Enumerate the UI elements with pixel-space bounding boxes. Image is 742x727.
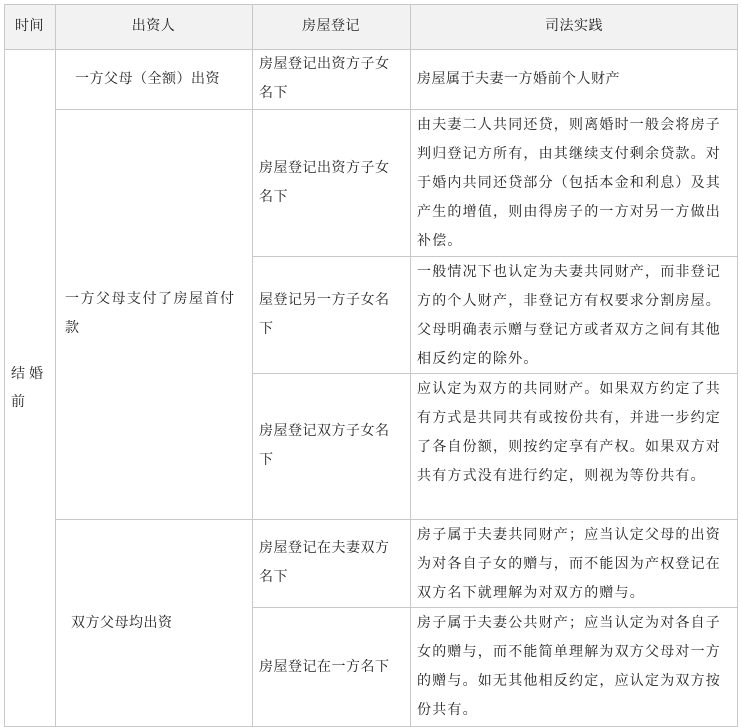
- header-registration: 房屋登记: [252, 4, 410, 49]
- registration-cell: 房屋登记双方子女名下: [259, 423, 390, 468]
- grid-line: [4, 4, 5, 727]
- header-investor: 出资人: [55, 4, 252, 49]
- property-table: [4, 4, 738, 727]
- investor-cell-1: 一方父母（全额）出资: [75, 70, 220, 87]
- grid-line: [252, 607, 738, 608]
- practice-cell: 一般情况下也认定为夫妻共同财产，而非登记方的个人财产，非登记方有权要求分割房屋。父母明确表示赠与登记方或者双方之间有其他相反约定的除外。: [417, 264, 721, 367]
- header-practice: 司法实践: [410, 4, 738, 49]
- grid-line: [4, 49, 738, 50]
- registration-cell: 房屋登记在夫妻双方名下: [259, 540, 390, 585]
- grid-line: [252, 4, 253, 727]
- practice-cell: 房子属于夫妻共同财产；应当认定父母的出资为对各自子女的赠与，而不能因为产权登记在双方名下就理解为对双方的赠与。: [417, 527, 721, 601]
- header-time: 时间: [4, 4, 55, 49]
- practice-cell: 由夫妻二人共同还贷，则离婚时一般会将房子判归登记方所有，由其继续支付剩余贷款。对于婚内共同还贷部分（包括本金和利息）及其产生的增值，则由得房子的一方对另一方做出补偿。: [417, 117, 721, 249]
- grid-line: [4, 4, 738, 5]
- practice-cell: 应认定为双方的共同财产。如果双方约定了共有方式是共同共有或按份共有，并进一步约定了各自份额，则按约定享有产权。如果双方对共有方式没有进行约定，则视为等份共有。: [417, 381, 721, 484]
- practice-cell: 房子属于夫妻公共财产；应当认定为对各自子女的赠与，而不能简单理解为双方父母对一方的赠与。如无其他相反约定，应认定为双方按份共有。: [417, 615, 721, 718]
- practice-cell: 房屋属于夫妻一方婚前个人财产: [417, 70, 620, 87]
- grid-line: [252, 373, 738, 374]
- registration-cell: 房屋登记在一方名下: [259, 658, 390, 675]
- grid-line: [55, 4, 56, 727]
- registration-cell: 房屋登记出资方子女名下: [259, 56, 390, 101]
- grid-line: [410, 4, 411, 727]
- registration-cell: 屋登记另一方子女名下: [259, 291, 390, 337]
- investor-cell-2: 一方父母支付了房屋首付款: [65, 291, 236, 336]
- grid-line: [737, 4, 738, 727]
- grid-line: [55, 519, 738, 520]
- grid-line: [252, 256, 738, 257]
- registration-cell: 房屋登记出资方子女名下: [259, 159, 390, 205]
- time-cell: [4, 49, 55, 727]
- grid-line: [55, 109, 738, 110]
- time-label: 结婚前: [11, 366, 47, 410]
- investor-cell-3: 双方父母均出资: [71, 614, 173, 631]
